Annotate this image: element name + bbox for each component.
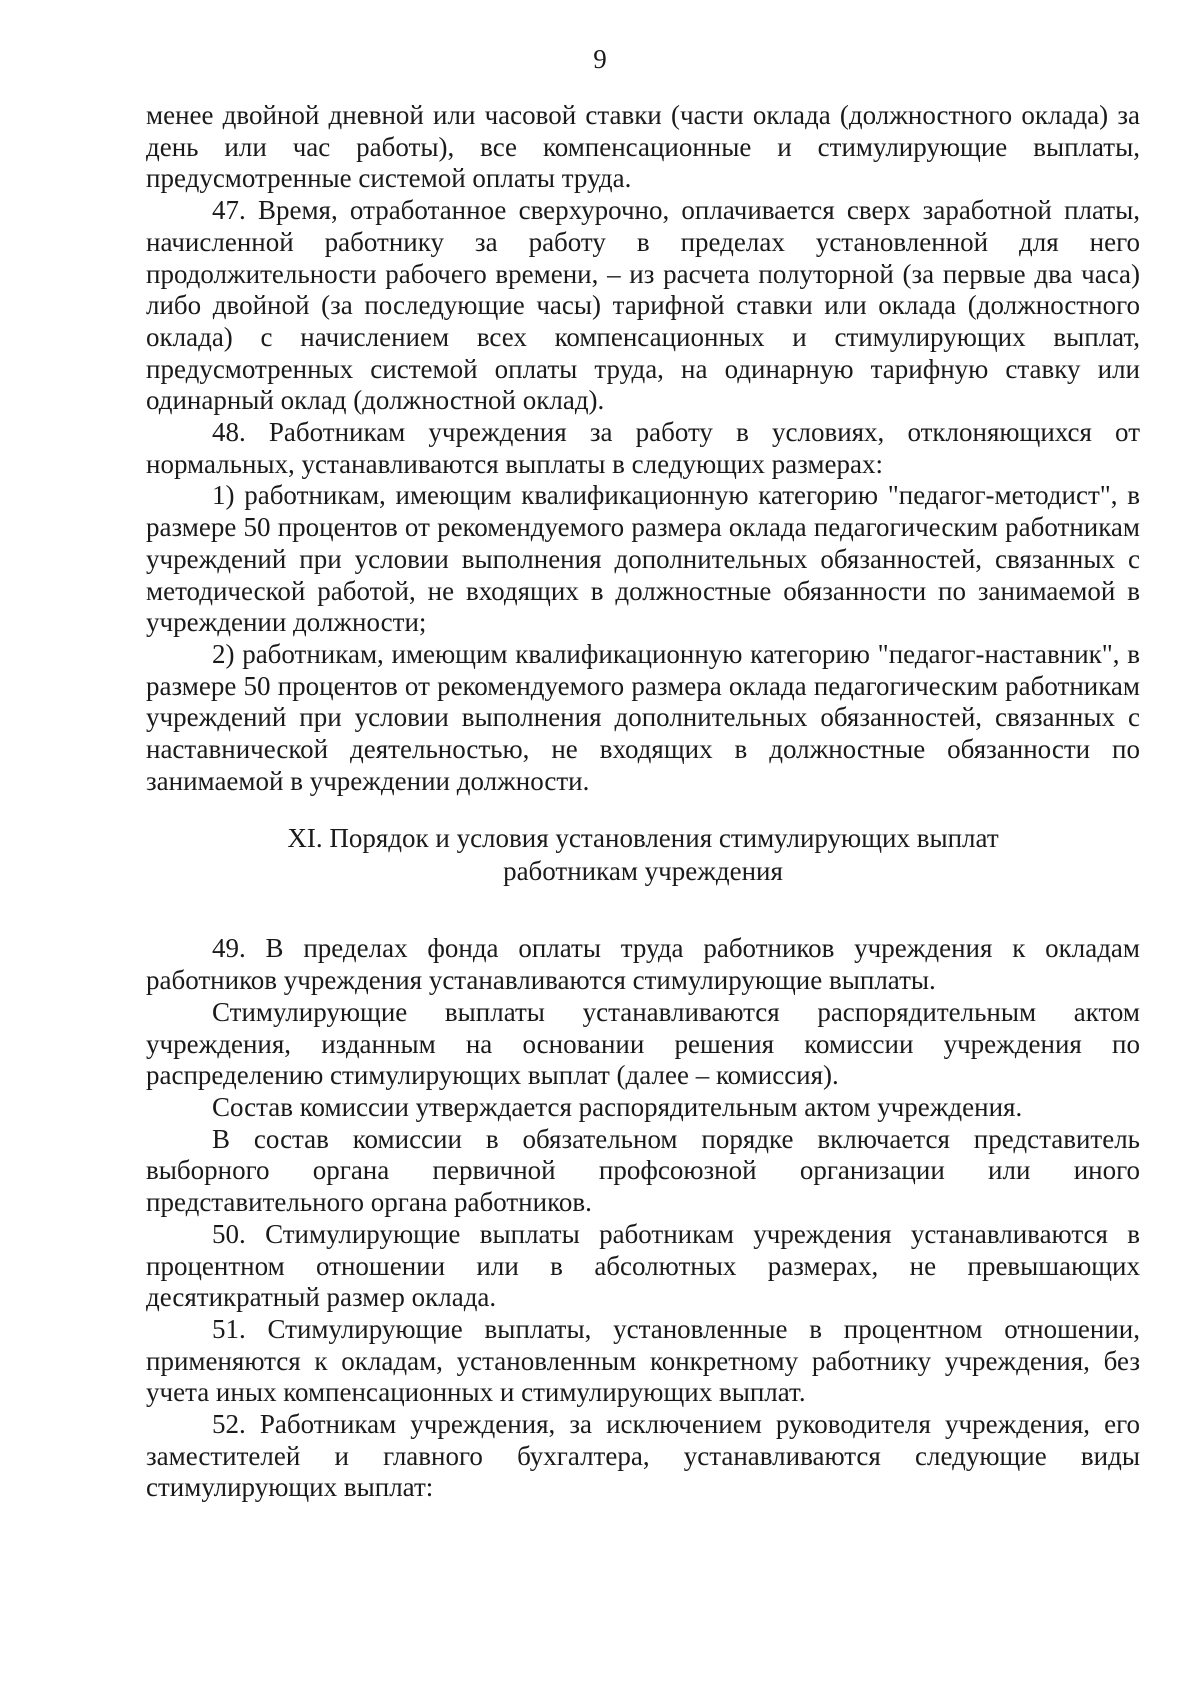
paragraph-48-item-1: 1) работникам, имеющим квалификационную категорию "педагог-методист", в размере 50 процентов от рекомендуемого размера оклада педагогическим работникам учреждений при условии выполнения дополнительных обязанностей, связанных с методической работой, не входящих в должностные обязанности по занимаемой в учреждении должности;	[146, 480, 1140, 638]
paragraph-48: 48. Работникам учреждения за работу в условиях, отклоняющихся от нормальных, устанавливаются выплаты в следующих размерах:	[146, 417, 1140, 479]
section-title	[146, 822, 1140, 888]
paragraph-continuation: менее двойной дневной или часовой ставки (части оклада (должностного оклада) за день или час работы), все компенсационные и стимулирующие выплаты, предусмотренные системой оплаты труда.	[146, 100, 1140, 194]
paragraph-49-commission-members: В состав комиссии в обязательном порядке включается представитель выборного органа первичной профсоюзной организации или иного представительного органа работников.	[146, 1123, 1140, 1218]
section-title-line-1: XI. Порядок и условия установления стимулирующих выплат	[287, 823, 999, 854]
paragraph-51: 51. Стимулирующие выплаты, установленные в процентном отношении, применяются к окладам, установленным конкретному работнику учреждения, без учета иных компенсационных и стимулирующих выплат.	[146, 1313, 1140, 1408]
paragraph-49-commission-composition: Состав комиссии утверждается распорядительным актом учреждения.	[212, 1091, 1023, 1122]
paragraph-48-item-2: 2) работникам, имеющим квалификационную категорию "педагог-наставник", в размере 50 процентов от рекомендуемого размера оклада педагогическим работникам учреждений при условии выполнения дополнительных обязанностей, связанных с наставнической деятельностью, не входящих в должностные обязанности по занимаемой в учреждении должности.	[146, 638, 1140, 796]
paragraphs-before	[146, 100, 1140, 797]
paragraph-49-stimulus-act: Стимулирующие выплаты устанавливаются распорядительным актом учреждения, изданным на основании решения комиссии учреждения по распределению стимулирующих выплат (далее – комиссия).	[146, 996, 1140, 1091]
paragraphs-after	[146, 933, 1140, 1504]
paragraph-49: 49. В пределах фонда оплаты труда работников учреждения к окладам работников учреждения устанавливаются стимулирующие выплаты.	[146, 933, 1140, 996]
page-number: 9	[593, 44, 607, 74]
paragraph-47: 47. Время, отработанное сверхурочно, оплачивается сверх заработной платы, начисленной работнику за работу в пределах установленной для него продолжительности рабочего времени, – из расчета полуторной (за первые два часа) либо двойной (за последующие часы) тарифной ставки или оклада (должностного оклада) с начислением всех компенсационных и стимулирующих выплат, предусмотренных системой оплаты труда, на одинарную тарифную ставку или одинарный оклад (должностной оклад).	[146, 195, 1140, 416]
paragraph-52: 52. Работникам учреждения, за исключением руководителя учреждения, его заместителей и главного бухгалтера, устанавливаются следующие виды стимулирующих выплат:	[146, 1409, 1140, 1503]
section-title-line-2: работникам учреждения	[503, 856, 783, 887]
document-body	[146, 100, 1140, 1504]
paragraph-50: 50. Стимулирующие выплаты работникам учреждения устанавливаются в процентном отношении или в абсолютных размерах, не превышающих десятикратный размер оклада.	[146, 1218, 1140, 1313]
